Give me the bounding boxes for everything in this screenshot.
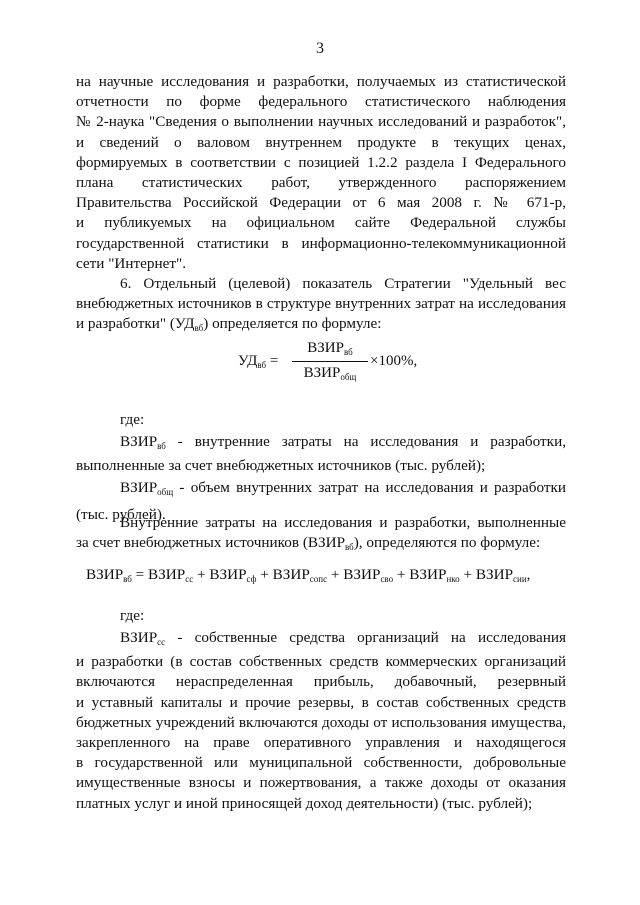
text-line: включаются нераспределенная прибыль, добавочный, резервный [76,673,566,691]
text-line: платных услуг и иной приносящей доход деятельности) (тыс. рублей); [76,794,533,812]
definition-line: (тыс. рублей). [76,505,166,523]
text-line: имущественные взносы и пожертвования, а также доходы от оказания [76,774,566,792]
text-line: в государственной или муниципальной собственности, добровольные [76,754,566,772]
formula-ud-vb: $УД_{вб}$ = $ВЗИР_{вб}$ $ВЗИР_{общ}$ ×100%, [238,340,418,382]
paragraph-3 [76,513,566,557]
text-line: и сведений о валовом внутреннем продукте в текущих ценах, [76,133,566,151]
text-line: и уставный капиталы и прочие резервы, в состав собственных средств [76,693,566,711]
text-line: № 2-наука "Сведения о выполнении научных исследований и разработок", [76,113,566,131]
fraction-bar [292,361,368,362]
text-line: бюджетных учреждений включаются доходы от использования имущества, [76,713,566,731]
text-line: внебюджетных источников в структуре внутренних затрат на исследования [76,295,566,313]
text-line: закрепленного на праве оперативного управления и находящегося [76,734,566,752]
text-line: сети "Интернет". [76,254,186,272]
text-line: плана статистических работ, утвержденного распоряжением [76,174,566,192]
paragraph-1 [76,72,566,274]
formula-numerator: $ВЗИР_{вб}$ [307,340,353,357]
text-line: Внутренние затраты на исследования и разработки, выполненные [120,514,566,531]
formula-denominator: $ВЗИР_{общ}$ [303,365,357,382]
text-line: и публикуемых на официальном сайте Федеральной службы [76,214,566,232]
paragraph-2 [76,274,566,339]
definition-line: $ВЗИР_{сс}$ - собственные средства организаций на исследования [120,629,566,647]
text-line: Правительства Российской Федерации от 6 мая 2008 г. № 671-р, [76,194,566,212]
definition-line: $ВЗИР_{вб}$ - внутренние затраты на исследования и разработки, [120,433,566,451]
definition-line: $ВЗИР_{общ}$ - объем внутренних затрат на исследования и разработки [120,479,566,498]
text-line: и разработки" $(УД_{вб})$ определяется по формуле: [76,315,382,334]
text-line: на научные исследования и разработки, получаемых из статистической [76,73,566,90]
definition-line: выполненные за счет внебюджетных источников (тыс. рублей); [76,457,486,475]
text-line: формируемых в соответствии с позицией 1.2.2 раздела I Федерального [76,153,566,171]
where-label-2: где: [120,607,145,624]
text-line: государственной статистики в информационно-телекоммуникационной [76,234,566,252]
definitions-1 [76,432,566,525]
text-line: и разработки (в состав собственных средств коммерческих организаций [76,653,566,671]
page-number: 3 [316,40,324,57]
text-line: 6. Отдельный (целевой) показатель Стратегии "Удельный вес [120,275,566,292]
text-line: за счет внебюджетных источников $(ВЗИР_{вб})$, определяются по формуле: [76,534,541,553]
text-line: отчетности по форме федерального статистического наблюдения [76,93,566,111]
where-label-1: где: [120,411,145,428]
definitions-2 [76,628,566,814]
formula-vzir-vb: $ВЗИР_{вб}$ = $ВЗИР_{сс}$ + $ВЗИР_{сф}$ + $ВЗИР_{сопс}$ + $ВЗИР_{сво}$ + $ВЗИР_{нко}$ + $ВЗИР_{сии}$, [86,566,531,584]
